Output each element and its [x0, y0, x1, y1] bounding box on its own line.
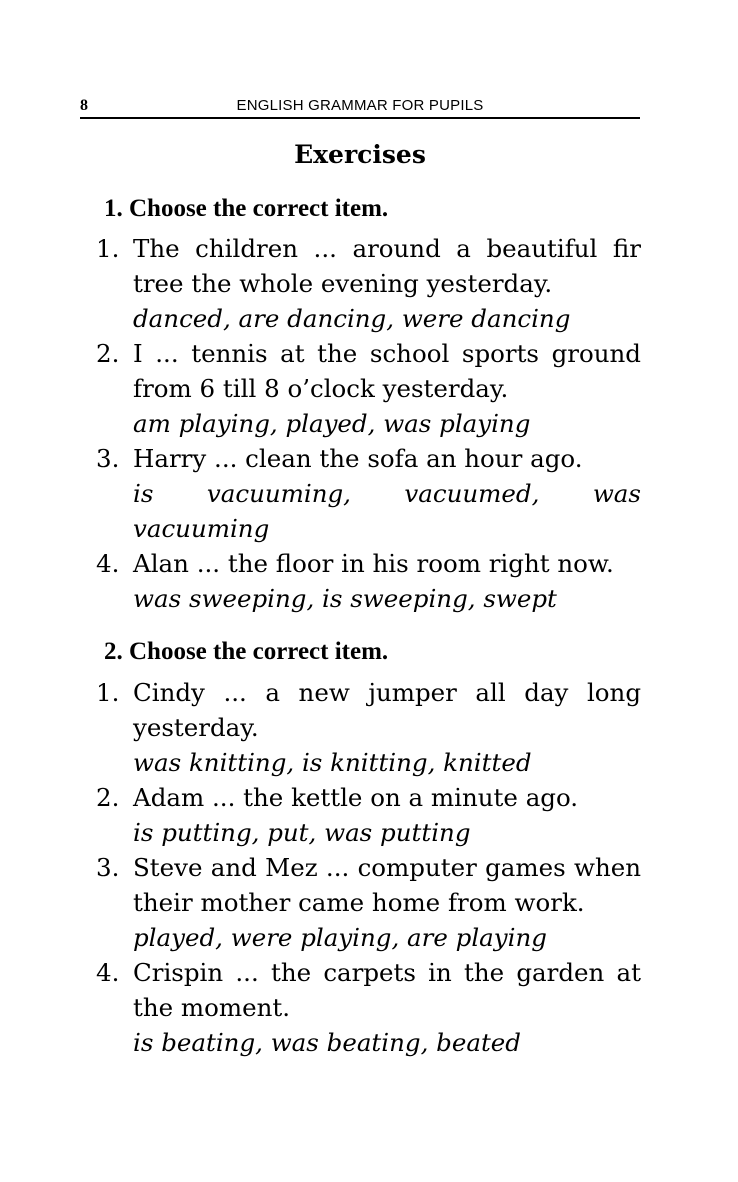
- item-sentence: Harry ... clean the sofa an hour ago.: [133, 444, 583, 473]
- item-options: is vacuuming, vacuumed, was vacuuming: [133, 479, 641, 543]
- item-number: 1.: [96, 234, 120, 263]
- exercise-1-title: 1. Choose the correct item.: [104, 195, 389, 222]
- item-options: danced, are dancing, were dancing: [133, 304, 571, 333]
- page-number: 8: [80, 97, 88, 114]
- item-number: 3.: [96, 444, 120, 473]
- item-sentence: The children ... around a beautiful fir tree the whole evening yesterday.: [133, 234, 641, 298]
- item-sentence: Alan ... the floor in his room right now.: [133, 549, 614, 578]
- item-sentence: Crispin ... the carpets in the garden at the moment.: [133, 958, 641, 1022]
- exercise-2-title: 2. Choose the correct item.: [104, 638, 389, 665]
- item-sentence: Cindy ... a new jumper all day long yesterday.: [133, 678, 641, 742]
- book-title: ENGLISH GRAMMAR FOR PUPILS: [236, 97, 484, 114]
- item-options: is beating, was beating, beated: [133, 1028, 521, 1057]
- running-header: [80, 97, 640, 119]
- item-sentence: Adam ... the kettle on a minute ago.: [133, 783, 579, 812]
- item-options: am playing, played, was playing: [133, 409, 531, 438]
- item-sentence: Steve and Mez ... computer games when their mother came home from work.: [133, 853, 641, 917]
- item-number: 4.: [96, 549, 120, 578]
- item-number: 2.: [96, 339, 120, 368]
- item-options: was sweeping, is sweeping, swept: [133, 584, 557, 613]
- item-number: 2.: [96, 783, 120, 812]
- item-number: 3.: [96, 853, 120, 882]
- item-options: played, were playing, are playing: [133, 923, 547, 952]
- item-options: was knitting, is knitting, knitted: [133, 748, 532, 777]
- item-number: 4.: [96, 958, 120, 987]
- section-heading: Exercises: [294, 140, 426, 169]
- item-sentence: I ... tennis at the school sports ground from 6 till 8 o’clock yesterday.: [133, 339, 641, 403]
- item-options: is putting, put, was putting: [133, 818, 471, 847]
- item-number: 1.: [96, 678, 120, 707]
